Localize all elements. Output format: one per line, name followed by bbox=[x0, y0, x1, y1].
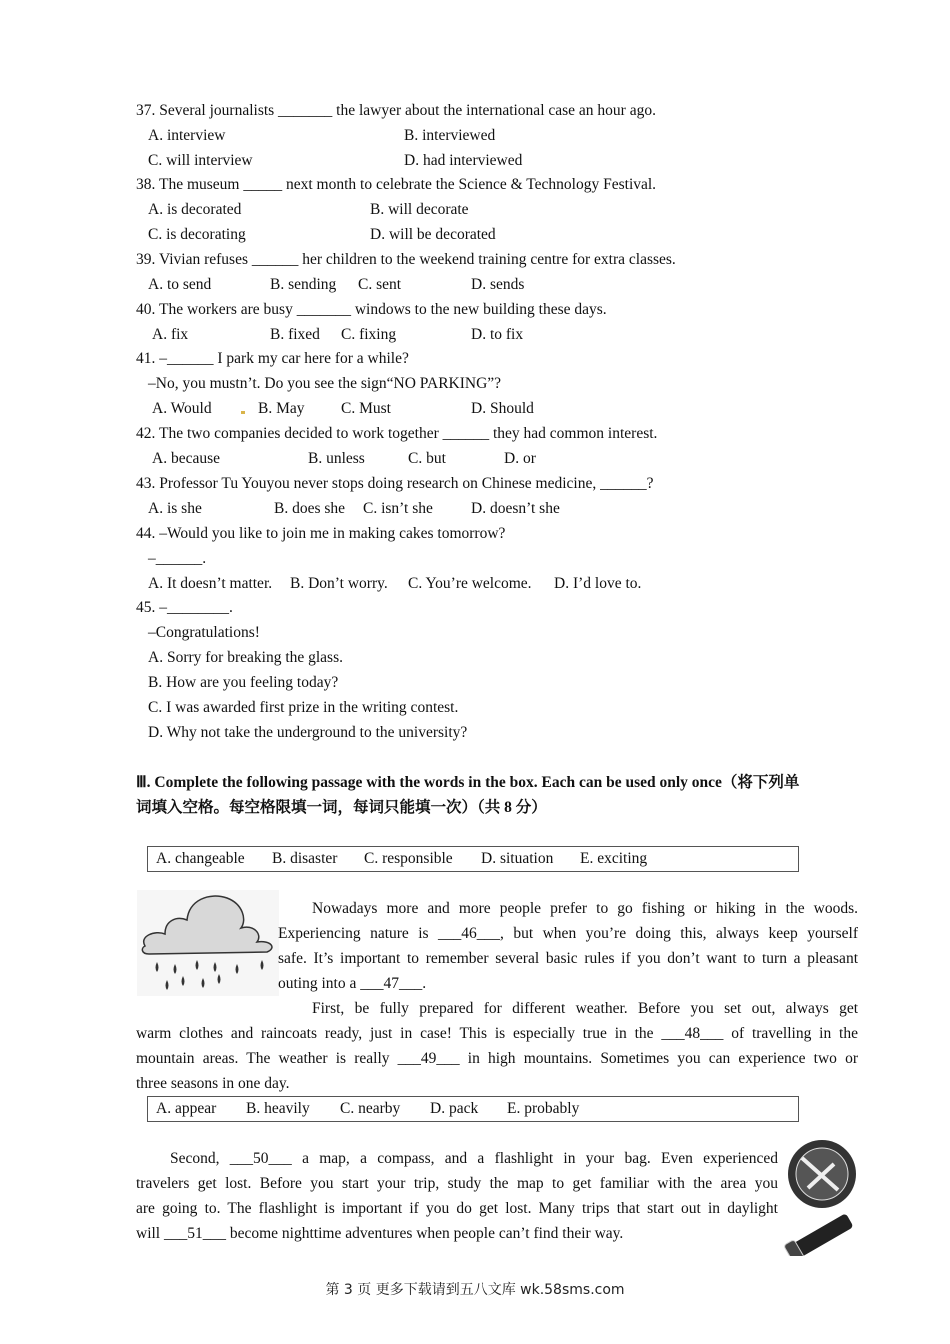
question-37: 37. Several journalists _______ the lawyer about the international case an hour ago. bbox=[136, 102, 656, 119]
question-41: 41. –______ I park my car here for a while? bbox=[136, 350, 409, 367]
option: B. sending bbox=[270, 276, 337, 293]
option: C. You’re welcome. bbox=[408, 575, 532, 592]
passage-line: Nowadays more and more people prefer to go fishing or hiking in the woods. bbox=[312, 900, 858, 917]
option: C. isn’t she bbox=[363, 500, 433, 517]
option: D. will be decorated bbox=[370, 226, 496, 243]
section-heading-cont: 词填入空格。每空格限填一词，每词只能填一次）（共 8 分） bbox=[136, 799, 547, 816]
option: D. or bbox=[504, 450, 536, 467]
rain-cloud-illustration bbox=[137, 890, 279, 996]
passage-line: safe. It’s important to remember several basic rules if you don’t want to turn a pleasant bbox=[278, 950, 858, 967]
word-box-1 bbox=[147, 846, 799, 872]
reply: –______. bbox=[148, 550, 207, 567]
question-45: 45. –________. bbox=[136, 599, 233, 616]
reply: –Congratulations! bbox=[148, 624, 260, 641]
option: A. is she bbox=[148, 500, 202, 517]
passage-line: Experiencing nature is ___46___, but when you’re doing this, always keep yourself bbox=[278, 925, 858, 942]
question-43: 43. Professor Tu Youyou never stops doing research on Chinese medicine, ______? bbox=[136, 475, 654, 492]
option: D. to fix bbox=[471, 326, 524, 343]
option: C. sent bbox=[358, 276, 402, 293]
word-option: D. pack bbox=[430, 1100, 479, 1117]
word-option: B. heavily bbox=[246, 1100, 310, 1117]
passage-line: three seasons in one day. bbox=[136, 1075, 290, 1092]
option: A. Sorry for breaking the glass. bbox=[148, 649, 343, 666]
option: C. fixing bbox=[341, 326, 397, 343]
edit-mark bbox=[241, 411, 245, 414]
question-38: 38. The museum _____ next month to celebrate the Science & Technology Festival. bbox=[136, 176, 657, 193]
option: D. doesn’t she bbox=[471, 500, 560, 517]
word-box-2 bbox=[147, 1096, 799, 1122]
option: D. Why not take the underground to the university? bbox=[148, 724, 468, 741]
option: C. Must bbox=[341, 400, 391, 417]
option: B. May bbox=[258, 400, 305, 417]
option: B. Don’t worry. bbox=[290, 575, 388, 592]
option: A. Would bbox=[152, 400, 212, 417]
passage-line: travelers get lost. Before you start your trip, study the map to get familiar with the area you bbox=[136, 1175, 778, 1192]
option: D. sends bbox=[471, 276, 525, 293]
option: D. I’d love to. bbox=[554, 575, 642, 592]
option: A. because bbox=[152, 450, 220, 467]
passage-line: are going to. The flashlight is important if you do get lost. Many trips that start out in daylight bbox=[136, 1200, 778, 1217]
section-heading: Ⅲ. Complete the following passage with the words in the box. Each can be used only once（将下列单 bbox=[136, 774, 800, 791]
word-option: C. responsible bbox=[364, 850, 453, 867]
option: A. interview bbox=[148, 127, 226, 144]
option: C. will interview bbox=[148, 152, 253, 169]
option: B. How are you feeling today? bbox=[148, 674, 339, 691]
word-option: B. disaster bbox=[272, 850, 338, 867]
passage-line: Second, ___50___ a map, a compass, and a flashlight in your bag. Even experienced bbox=[170, 1150, 778, 1167]
word-option: C. nearby bbox=[340, 1100, 401, 1117]
option: A. to send bbox=[148, 276, 212, 293]
question-39: 39. Vivian refuses ______ her children to the weekend training centre for extra classes. bbox=[136, 251, 676, 268]
passage-line: outing into a ___47___. bbox=[278, 975, 427, 992]
passage-line: warm clothes and raincoats ready, just in case! This is especially true in the ___48___ of travelling in the bbox=[136, 1025, 858, 1042]
option: B. will decorate bbox=[370, 201, 469, 218]
option: D. Should bbox=[471, 400, 534, 417]
passage-line: mountain areas. The weather is really ___49___ in high mountains. Sometimes you can experience two or bbox=[136, 1050, 858, 1067]
word-option: D. situation bbox=[481, 850, 554, 867]
word-option: A. appear bbox=[156, 1100, 217, 1117]
option: A. is decorated bbox=[148, 201, 242, 218]
word-option: E. exciting bbox=[580, 850, 648, 867]
option: B. does she bbox=[274, 500, 346, 517]
reply: –No, you mustn’t. Do you see the sign“NO PARKING”? bbox=[148, 375, 502, 392]
option: C. I was awarded first prize in the writing contest. bbox=[148, 699, 459, 716]
option: B. interviewed bbox=[404, 127, 496, 144]
compass-flashlight-illustration bbox=[778, 1138, 862, 1256]
option: B. unless bbox=[308, 450, 365, 467]
option: C. is decorating bbox=[148, 226, 246, 243]
option: C. but bbox=[408, 450, 446, 467]
question-42: 42. The two companies decided to work together ______ they had common interest. bbox=[136, 425, 658, 442]
option: A. fix bbox=[152, 326, 189, 343]
page-footer: 第 3 页 更多下载请到五八文库 wk.58sms.com bbox=[325, 1282, 625, 1298]
passage-line: will ___51___ become nighttime adventures when people can’t find their way. bbox=[136, 1225, 624, 1242]
option: A. It doesn’t matter. bbox=[148, 575, 273, 592]
question-44: 44. –Would you like to join me in making cakes tomorrow? bbox=[136, 525, 506, 542]
word-option: A. changeable bbox=[156, 850, 245, 867]
passage-line: First, be fully prepared for different weather. Before you set out, always get bbox=[312, 1000, 858, 1017]
word-option: E. probably bbox=[507, 1100, 580, 1117]
option: B. fixed bbox=[270, 326, 320, 343]
question-40: 40. The workers are busy _______ windows to the new building these days. bbox=[136, 301, 607, 318]
option: D. had interviewed bbox=[404, 152, 523, 169]
